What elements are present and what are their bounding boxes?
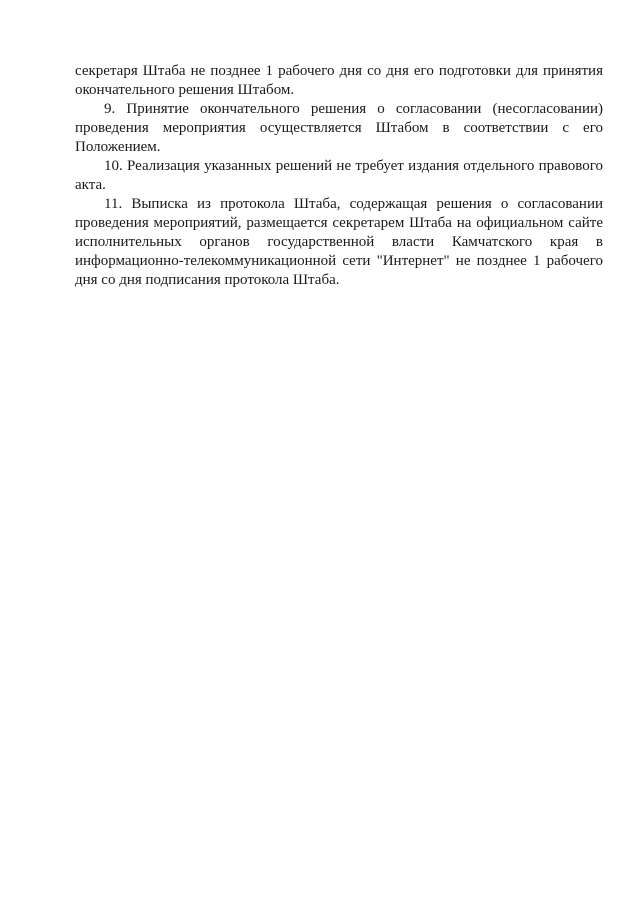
document-body	[75, 62, 603, 290]
paragraph-item-9: 9. Принятие окончательного решения о согласовании (несогласовании) проведения мероприятия осуществляется Штабом в соответствии с его Положением.	[75, 101, 603, 155]
paragraph-continuation: секретаря Штаба не позднее 1 рабочего дня со дня его подготовки для принятия окончательного решения Штабом.	[75, 63, 603, 98]
paragraph-item-11: 11. Выписка из протокола Штаба, содержащая решения о согласовании проведения мероприятий, размещается секретарем Штаба на официальном сайте исполнительных органов государственной власти Камчатского края в информационно-телекоммуникационной сети "Интернет" не позднее 1 рабочего дня со дня подписания протокола Штаба.	[75, 196, 603, 288]
paragraph-item-10: 10. Реализация указанных решений не требует издания отдельного правового акта.	[75, 158, 603, 193]
